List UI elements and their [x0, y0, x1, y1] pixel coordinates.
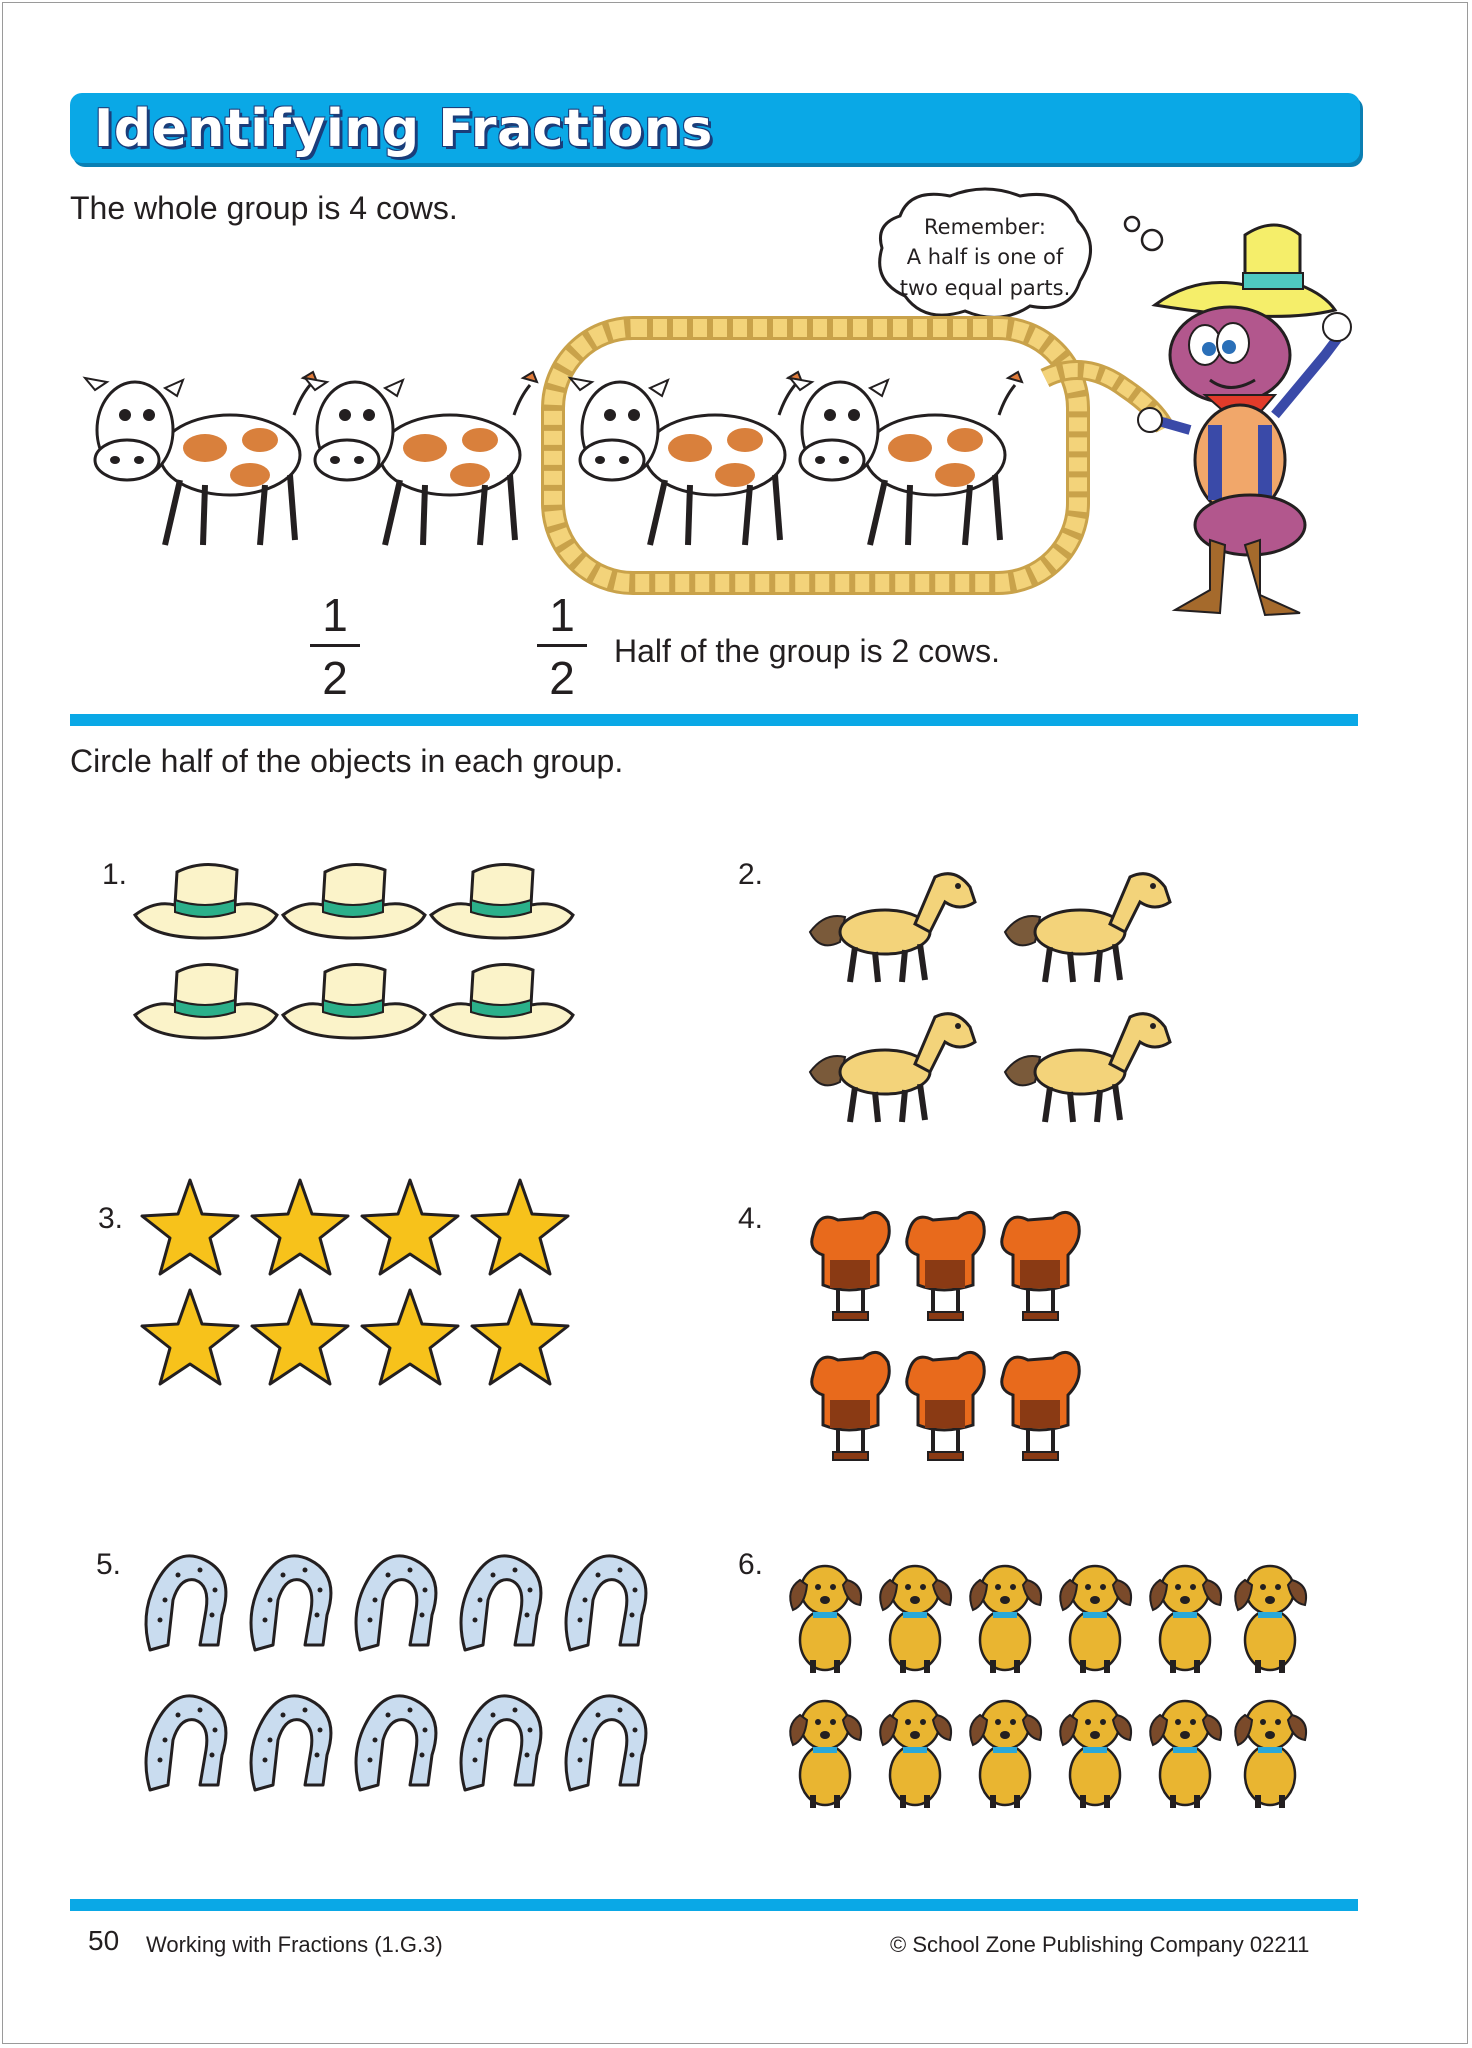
cow-3: [570, 360, 810, 560]
problem-1-hats: [135, 860, 575, 1060]
speech-bubble-text: [888, 212, 1082, 303]
problem-number-2: 2.: [738, 858, 764, 891]
page-title: Identifying Fractions: [94, 99, 713, 159]
ant-cowboy-mascot: [1125, 215, 1355, 625]
problem-number-4: 4.: [738, 1202, 764, 1235]
problem-3-stars: [140, 1180, 590, 1380]
fraction-half-1: [310, 589, 360, 704]
fraction-denominator: 2: [322, 652, 348, 704]
problem-number-3: 3.: [98, 1202, 124, 1235]
cow-4: [790, 360, 1030, 560]
title-banner: [70, 93, 1360, 163]
fraction-half-2: [537, 589, 587, 704]
fraction-numerator: 1: [322, 589, 348, 641]
cow-2: [305, 360, 545, 560]
whole-group-text: The whole group is 4 cows.: [70, 190, 458, 226]
instruction-text: Circle half of the objects in each group.: [70, 743, 624, 779]
problem-number-1: 1.: [102, 858, 128, 891]
problem-6-dogs: [785, 1555, 1305, 1820]
section-divider-bottom: [70, 1899, 1358, 1911]
fraction-denominator: 2: [549, 652, 575, 704]
problem-2-horses: [810, 852, 1190, 1137]
fraction-bar: [310, 644, 360, 647]
page-number: 50: [88, 1925, 120, 1956]
footer-copyright: © School Zone Publishing Company 02211: [890, 1932, 1310, 1957]
problem-4-saddles: [808, 1210, 1098, 1470]
bubble-line-3: two equal parts.: [899, 275, 1071, 300]
problem-5-horseshoes: [140, 1545, 665, 1805]
problem-number-5: 5.: [96, 1548, 122, 1581]
section-divider-top: [70, 714, 1358, 726]
half-group-text: Half of the group is 2 cows.: [614, 633, 1000, 669]
footer-section: Working with Fractions (1.G.3): [146, 1932, 443, 1957]
fraction-numerator: 1: [549, 589, 575, 641]
cow-1: [85, 360, 325, 560]
bubble-line-1: Remember:: [924, 215, 1046, 239]
bubble-line-2: A half is one of: [906, 245, 1064, 270]
fraction-bar: [537, 644, 587, 647]
problem-number-6: 6.: [738, 1548, 764, 1581]
